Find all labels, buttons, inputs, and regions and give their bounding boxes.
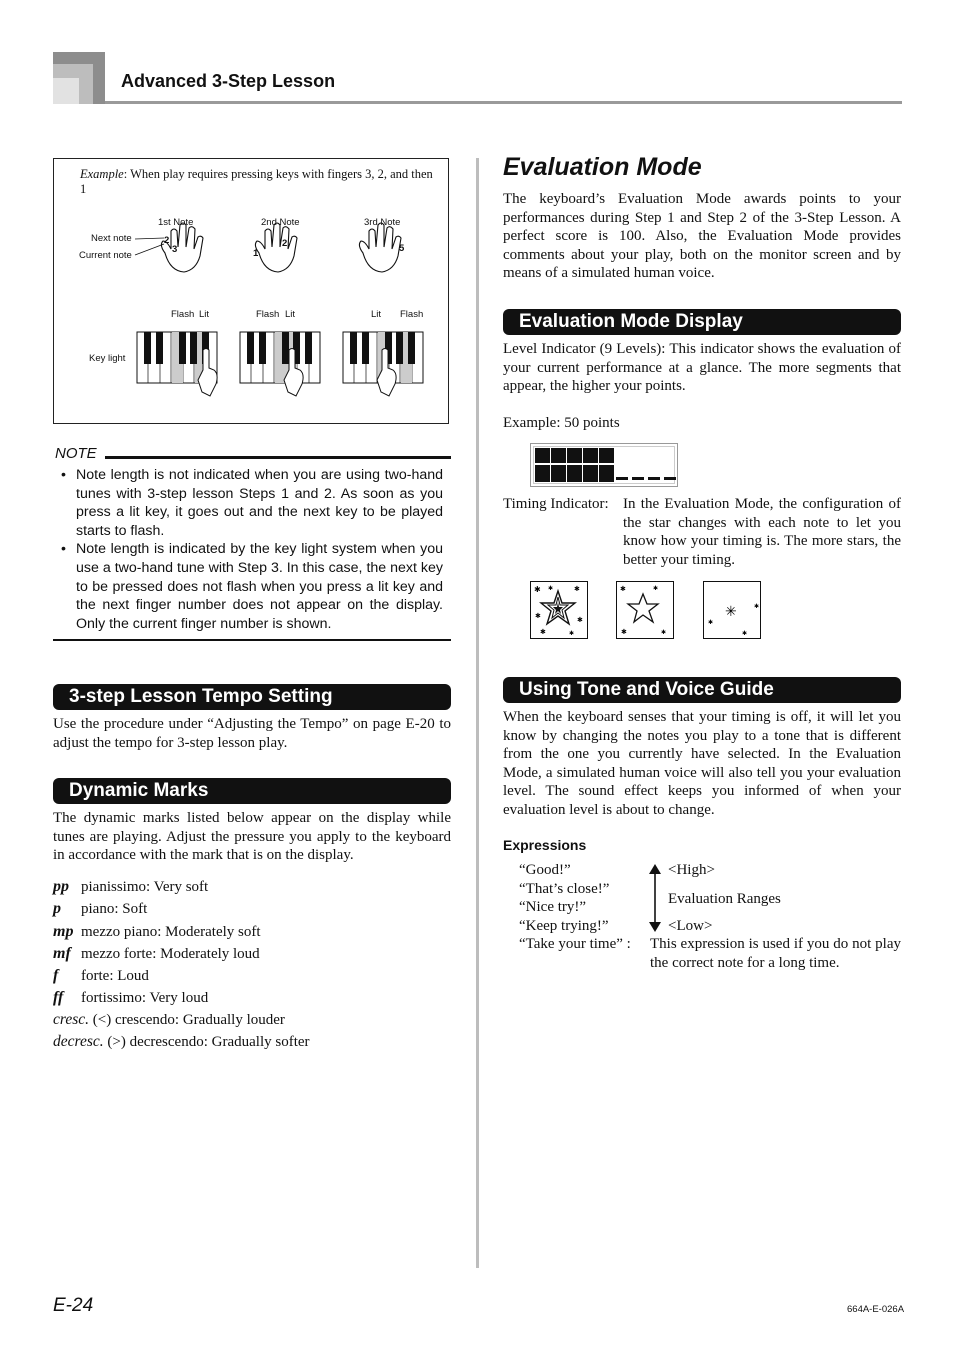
section-header-title: Advanced 3-Step Lesson [121,71,336,91]
finger-number: 5 [399,243,405,254]
level-indicator-display [530,443,678,487]
tempo-heading: 3-step Lesson Tempo Setting [53,684,451,710]
expression-item: “That’s close!” [519,881,610,897]
dynamic-symbol: mp [53,923,74,940]
level-segment-unlit [648,477,660,480]
svg-text:✱: ✱ [754,604,759,610]
document-code: 664A-E-026A [847,1304,905,1315]
keyboard-diagram-2 [240,332,320,383]
dynamic-mark-row: mp mezzo piano: Moderately soft [53,923,261,940]
figure-drawing [53,158,449,424]
header-decoration [53,52,105,104]
level-segment-line [567,463,582,465]
next-note-label: Next note [91,233,132,244]
key-light-label: Key light [89,353,126,364]
svg-text:✱: ✱ [621,628,627,636]
figure-caption: Example: When play requires pressing keys with fingers 3, 2, and then 1 [80,167,433,196]
note-list [53,466,443,633]
timing-star-good [530,581,588,639]
take-time-note: This expression is used if you do not play the correct note for a long time. [650,936,901,971]
current-note-label: Current note [79,250,132,261]
star-icon [617,582,672,637]
level-segment-unlit [664,477,676,480]
timing-indicator-label: Timing Indicator: [503,496,609,512]
note-rule [105,456,451,459]
svg-text:✱: ✱ [574,585,580,593]
expression-item: “Good!” [519,862,571,878]
note-item: • Note length is not indicated when you are using two-hand tunes with 3-step lesson Steps 1 and 2. As soon as you press a lit key, it goes out and the next key to be played starts to flash. [61,467,443,539]
hand-icon [161,223,203,272]
level-segment-line [583,463,598,465]
svg-text:✱: ✱ [569,631,575,637]
level-segment-unlit [632,477,644,480]
tempo-body: Use the procedure under “Adjusting the Tempo” on page E-20 to adjust the tempo for 3-step lesson play. [53,716,451,751]
svg-text:✱: ✱ [620,585,626,593]
dynamic-mark-row: pp pianissimo: Very soft [53,878,209,895]
level-segment-line [599,463,614,465]
level-indicator-text: Level Indicator (9 Levels): This indicator shows the evaluation of your current performance at a glance. The more segments that appear, the higher your points. [503,341,901,395]
star-icon [531,582,586,637]
light-label: Lit [285,309,296,320]
note-item: • Note length is indicated by the key light system when you use a two-hand tune with Step 3. In this case, the next key to be pressed does not flash when you press a lit key and the next finger number does not appear on the display. Only the current finger number is shown. [61,541,443,632]
hand-icon [359,223,401,272]
dynamic-mark-row: mf mezzo forte: Moderately loud [53,945,260,962]
dynamic-symbol: p [53,900,61,917]
finger-number: 2 [282,238,288,249]
expression-item: “Take your time” : [519,936,631,952]
dynamic-mark-row: p piano: Soft [53,900,148,917]
dynamic-symbol: ff [53,989,64,1006]
svg-text:✳: ✳ [725,605,737,620]
timing-star-medium [616,581,674,639]
decrescendo-row: decresc. (>) decrescendo: Gradually softer [53,1033,310,1050]
dynamic-symbol: f [53,967,59,984]
crescendo-row: cresc. (<) crescendo: Gradually louder [53,1011,285,1028]
expressions-label: Expressions [503,837,587,853]
svg-text:✱: ✱ [534,585,541,594]
level-segment-line [551,463,566,465]
light-label: Flash [256,309,280,320]
dynamic-body: The dynamic marks listed below appear on the display while tunes are playing. Adjust the pressure you apply to the keyboard in accordance with the mark that is on the display. [53,810,451,864]
display-heading: Evaluation Mode Display [503,309,901,335]
svg-text:✱: ✱ [535,612,541,620]
light-label: Flash [400,309,424,320]
range-low: <Low> [668,918,713,934]
level-segment-line [535,463,550,465]
note-label: NOTE [55,445,97,462]
note-bottom-rule [53,639,451,641]
hand-icon [255,223,297,272]
header-rule [105,101,902,104]
dynamic-mark-row: ff fortissimo: Very loud [53,989,209,1006]
sparkle-icon [704,582,759,637]
dynamic-symbol: mf [53,945,71,962]
light-label: Lit [199,309,210,320]
expression-item: “Nice try!” [519,899,587,915]
finger-number: 2 [164,235,170,246]
svg-text:✱: ✱ [708,620,714,626]
tone-heading: Using Tone and Voice Guide [503,677,901,703]
dynamic-heading: Dynamic Marks [53,778,451,804]
range-arrow-icon [648,864,662,932]
evaluation-body: The keyboard’s Evaluation Mode awards points to your performances during Step 1 and Step 2 of the 3-Step Lesson. A perfect score is 100. Also, the Evaluation Mode provides comments about your play, both on the monitor screen and by means of a simulated human voice. [503,191,901,282]
range-label: Evaluation Ranges [668,891,781,907]
page-number: E-24 [53,1295,94,1316]
range-high: <High> [668,862,715,878]
light-label: Flash [171,309,195,320]
dynamic-mark-row: f forte: Loud [53,967,149,984]
svg-text:✱: ✱ [577,616,583,624]
timing-star-poor [703,581,761,639]
level-segment-unlit [616,477,628,480]
svg-text:✱: ✱ [653,586,659,592]
column-divider [476,158,479,1268]
note-header-1: 1st Note [158,217,194,228]
note-header-3: 3rd Note [364,217,401,228]
finger-number: 3 [172,244,178,255]
note-header-2: 2nd Note [261,217,300,228]
level-example: Example: 50 points [503,415,620,431]
svg-text:✱: ✱ [661,630,667,636]
timing-indicator-text: In the Evaluation Mode, the configuration of the star changes with each note to let you know how your timing is. The more stars, the better your timing. [623,496,901,568]
svg-text:✱: ✱ [540,628,546,636]
svg-text:✱: ✱ [742,631,748,637]
light-label: Lit [371,309,382,320]
dynamic-symbol: pp [53,878,69,895]
finger-number: 1 [253,248,259,259]
svg-text:✱: ✱ [548,586,554,592]
page-title: Evaluation Mode [503,153,702,181]
expression-item: “Keep trying!” [519,918,609,934]
tone-body: When the keyboard senses that your timing is off, it will let you know by changing the notes you play to a tone that is different from the one you currently have selected. In the Evaluation Mode, a simulated human voice will also tell you your evaluation level. The sound effect keeps you informed of when your evaluation level is about to change. [503,709,901,818]
